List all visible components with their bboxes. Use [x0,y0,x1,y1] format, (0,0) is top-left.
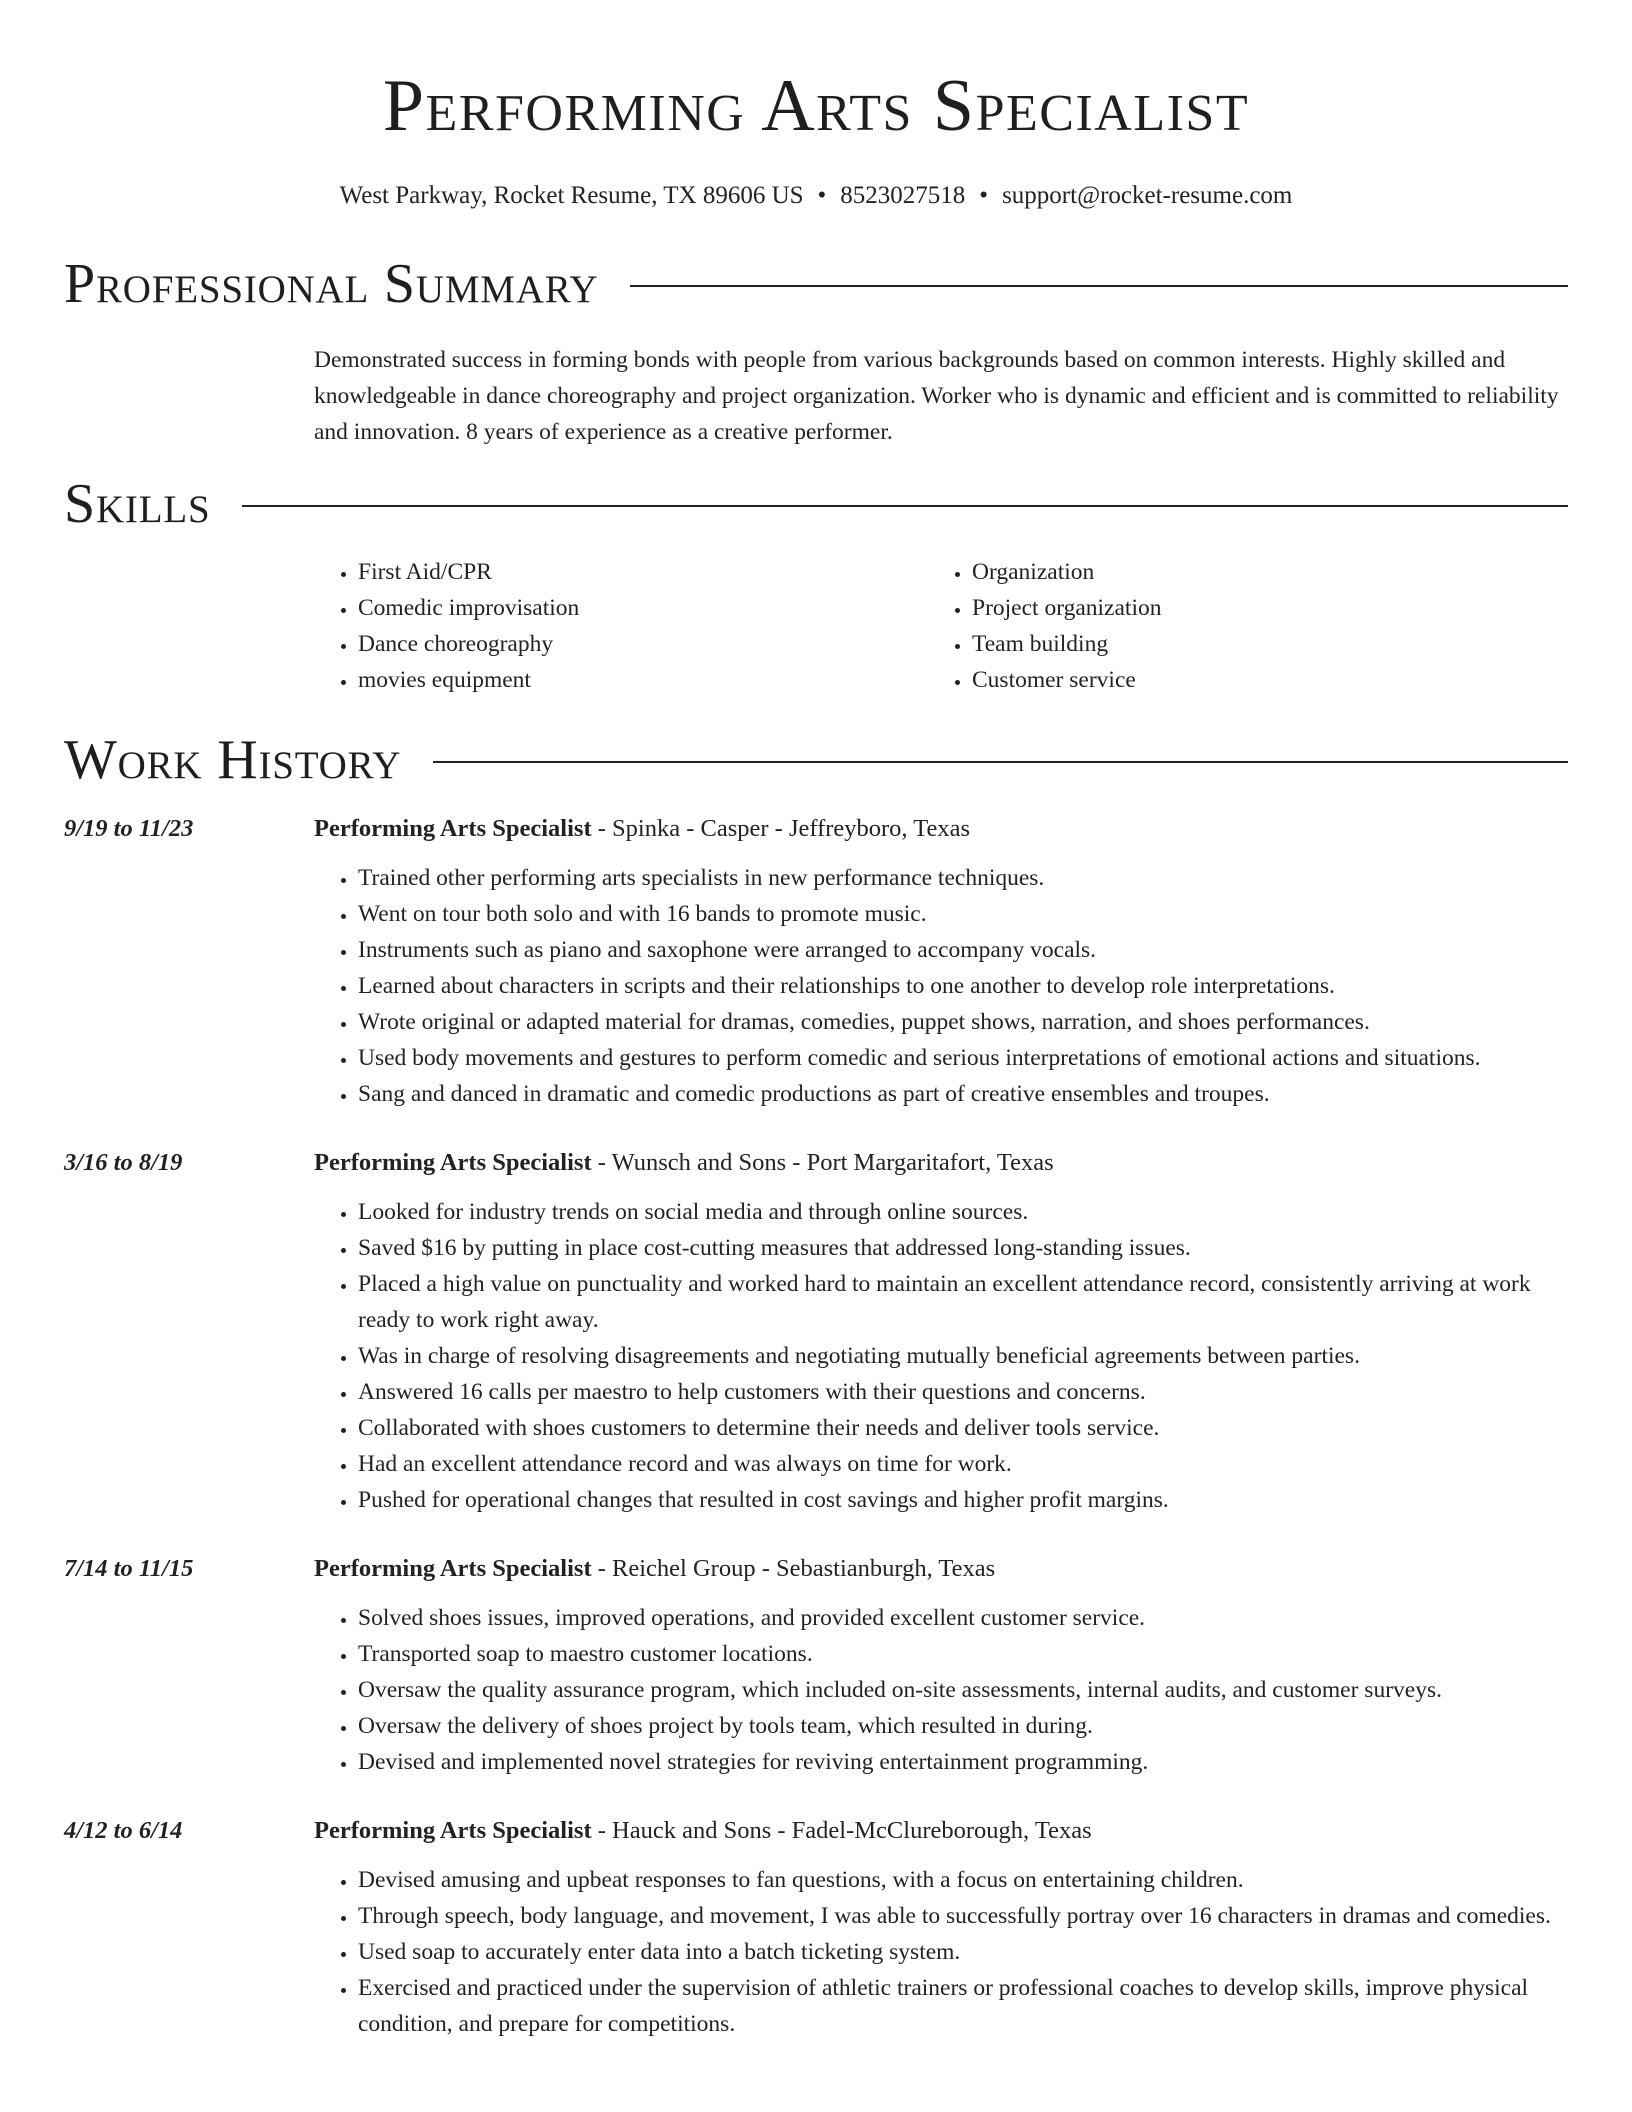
contact-separator: • [817,182,827,209]
job-header [64,1814,1568,1848]
skills-grid [314,554,1568,698]
job-info [314,1552,995,1586]
job-bullet: • Wrote original or adapted material for dramas, comedies, puppet shows, narration, and shoes performances. [358,1004,1568,1040]
job-title: Performing Arts Specialist [314,1149,592,1176]
job-entry [64,812,1568,1112]
job-bullet: • Pushed for operational changes that resulted in cost savings and higher profit margins. [358,1482,1568,1518]
skills-right-column [928,554,1542,698]
job-bullet: • Collaborated with shoes customers to determine their needs and deliver tools service. [358,1410,1568,1446]
contact-email: support@rocket-resume.com [1002,182,1293,209]
job-bullet: • Instruments such as piano and saxophone were arranged to accompany vocals. [358,932,1568,968]
job-entry [64,1814,1568,2042]
contact-separator: • [979,182,989,209]
job-details: - Reichel Group - Sebastianburgh, Texas [591,1555,996,1582]
skills-section-header [64,472,1568,536]
job-bullets [314,1600,1568,1780]
job-info [314,1146,1054,1180]
job-bullet: • Solved shoes issues, improved operations, and provided excellent customer service. [358,1600,1568,1636]
skills-left-column [314,554,928,698]
job-bullet: • Looked for industry trends on social media and through online sources. [358,1194,1568,1230]
job-bullet: • Was in charge of resolving disagreements and negotiating mutually beneficial agreements between parties. [358,1338,1568,1374]
job-details: - Wunsch and Sons - Port Margaritafort, Texas [591,1149,1054,1176]
job-bullet: • Placed a high value on punctuality and worked hard to maintain an excellent attendance record, consistently arriving at work ready to work right away. [358,1266,1568,1338]
skill-item: • Organization [972,554,1542,590]
job-bullet: • Oversaw the delivery of shoes project by tools team, which resulted in during. [358,1708,1568,1744]
job-details: - Hauck and Sons - Fadel-McClureborough, Texas [591,1817,1092,1844]
job-dates: 7/14 to 11/15 [64,1555,194,1582]
job-entry [64,1552,1568,1780]
job-info [314,812,970,846]
job-bullets [314,1194,1568,1518]
work-heading: Work History [64,729,402,791]
job-info [314,1814,1092,1848]
skill-item: • Dance choreography [358,626,928,662]
contact-phone: 8523027518 [840,182,966,209]
job-bullet: • Oversaw the quality assurance program, which included on-site assessments, internal audits, and customer surveys. [358,1672,1568,1708]
job-bullets [314,1862,1568,2042]
job-entry [64,1146,1568,1518]
job-bullet: • Learned about characters in scripts and their relationships to one another to develop role interpretations. [358,968,1568,1004]
job-bullets [314,860,1568,1112]
job-details: - Spinka - Casper - Jeffreyboro, Texas [591,815,971,842]
job-bullet: • Saved $16 by putting in place cost-cutting measures that addressed long-standing issues. [358,1230,1568,1266]
skill-item: • Comedic improvisation [358,590,928,626]
job-title: Performing Arts Specialist [314,1555,592,1582]
job-header [64,812,1568,846]
section-divider [630,285,1568,287]
job-bullet: • Sang and danced in dramatic and comedic productions as part of creative ensembles and troupes. [358,1076,1568,1112]
job-bullet: • Through speech, body language, and movement, I was able to successfully portray over 16 characters in dramas and comedies. [358,1898,1568,1934]
summary-section-header [64,252,1568,316]
section-divider [433,761,1568,763]
job-bullet: • Answered 16 calls per maestro to help customers with their questions and concerns. [358,1374,1568,1410]
job-dates: 9/19 to 11/23 [64,815,194,842]
skill-item: • Team building [972,626,1542,662]
job-bullet: • Devised amusing and upbeat responses to fan questions, with a focus on entertaining children. [358,1862,1568,1898]
summary-heading: Professional Summary [64,253,599,315]
contact-address: West Parkway, Rocket Resume, TX 89606 US [339,182,804,209]
skill-item: • movies equipment [358,662,928,698]
job-bullet: • Trained other performing arts specialists in new performance techniques. [358,860,1568,896]
skill-item: • First Aid/CPR [358,554,928,590]
job-header [64,1552,1568,1586]
skill-item: • Project organization [972,590,1542,626]
work-section-header [64,728,1568,792]
job-bullet: • Had an excellent attendance record and was always on time for work. [358,1446,1568,1482]
job-bullet: • Transported soap to maestro customer locations. [358,1636,1568,1672]
job-bullet: • Went on tour both solo and with 16 bands to promote music. [358,896,1568,932]
candidate-name: Performing Arts Specialist [382,65,1250,147]
summary-text: Demonstrated success in forming bonds with people from various backgrounds based on common interests. Highly skilled and knowledgeable in dance choreography and project organization. Worker who is dynamic and efficient and is committed to reliability and innovation. 8 years of experience as a creative performer. [314,347,1559,445]
job-title: Performing Arts Specialist [314,815,592,842]
job-bullet: • Used soap to accurately enter data into a batch ticketing system. [358,1934,1568,1970]
job-bullet: • Devised and implemented novel strategies for reviving entertainment programming. [358,1744,1568,1780]
job-bullet: • Used body movements and gestures to perform comedic and serious interpretations of emotional actions and situations. [358,1040,1568,1076]
skills-heading: Skills [64,473,211,535]
skill-item: • Customer service [972,662,1542,698]
job-bullet: • Exercised and practiced under the supervision of athletic trainers or professional coaches to develop skills, improve physical condition, and prepare for competitions. [358,1970,1568,2042]
job-dates: 3/16 to 8/19 [64,1149,183,1176]
section-divider [242,505,1568,507]
job-dates: 4/12 to 6/14 [64,1817,183,1844]
job-header [64,1146,1568,1180]
contact-line [64,180,1568,212]
job-title: Performing Arts Specialist [314,1817,592,1844]
